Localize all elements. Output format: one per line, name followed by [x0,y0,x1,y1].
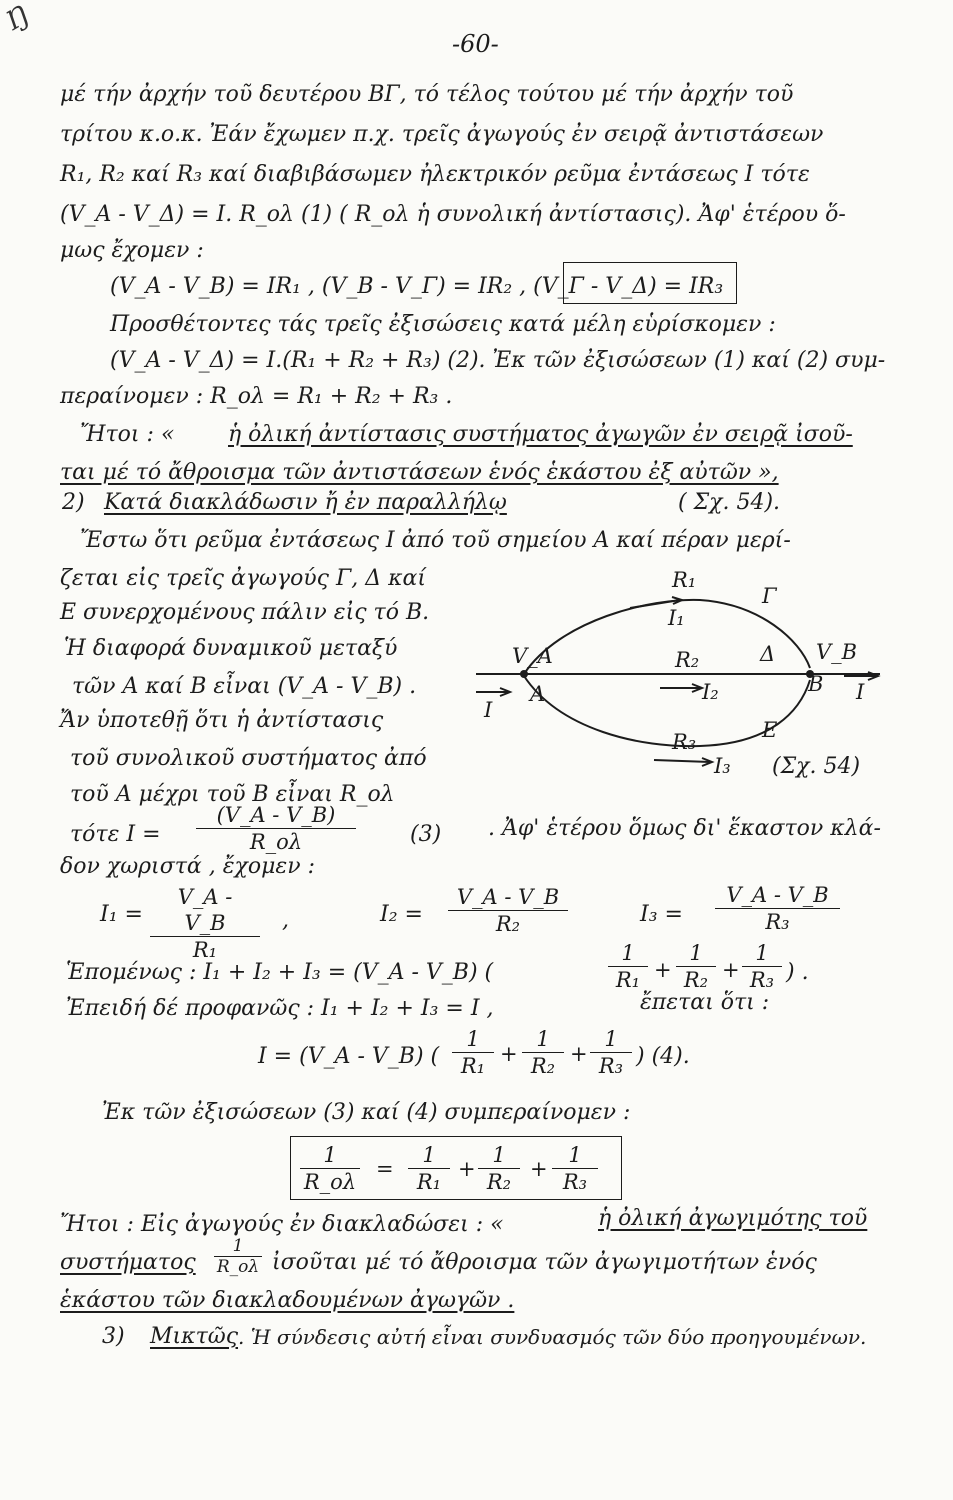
text-line-16: Ἡ διαφορά δυναμικοῦ μεταξύ [64,636,398,661]
label-node-b: B [808,672,824,696]
corner-mark: Ŋ [0,0,34,38]
label-i-in: I [484,698,493,722]
result-fraction-r2: $\frac{1}{\text{R₂}}$ [478,1142,520,1195]
label-node-a: A [530,682,546,706]
text-line-28-underlined: ἡ ὀλική ἀγωγιμότης τοῦ [598,1206,868,1231]
text-line-1: μέ τήν ἀρχήν τοῦ δευτέρου ΒΓ, τό τέλος τούτου μέ τήν ἀρχήν τοῦ [60,82,794,107]
label-delta: Δ [760,642,776,666]
plus-sign: + [654,958,672,982]
fraction-i2-denominator: R₂ [495,912,521,936]
section-title-parallel: Κατά διακλάδωσιν ἤ ἐν παραλλήλῳ [104,490,507,515]
text-line-15: Ε συνερχομένους πάλιν εἰς τό B. [60,600,430,625]
text-line-22: δον χωριστά , ἔχομεν : [60,854,315,879]
fraction-eq4-r2: $\frac{1}{\text{R₂}}$ [522,1026,564,1079]
figure-caption: (Σχ. 54) [772,754,861,779]
text-line-20: τοῦ A μέχρι τοῦ B εἶναι R_ολ [70,782,395,807]
text-line-13: Ἔστω ὅτι ρεῦμα ἐντάσεως I ἀπό τοῦ σημείου A καί πέραν μερί- [80,528,791,553]
fraction-i3-denominator: R₃ [765,910,790,934]
text-line-25-prefix: Ἐπειδή δέ προφανῶς : I₁ + I₂ + I₃ = I , [66,996,494,1021]
node-a [520,670,528,678]
label-i3: I₃ [714,754,731,778]
equation-4-suffix: ) (4). [636,1044,690,1069]
text-line-24-prefix: Ἑπομένως : I₁ + I₂ + I₃ = (V_A - V_B) ( [66,960,494,985]
plus-sign: + [530,1157,548,1181]
text-line-10a: Ἤτοι : « [80,422,175,447]
label-i-out: I [856,680,865,704]
equation-4-prefix: I = (V_A - V_B) ( [258,1044,440,1069]
text-line-29-suffix: ἰσοῦται μέ τό ἄθροισμα τῶν ἀγωγιμοτήτων ἑνός [272,1250,817,1275]
label-r2: R₂ [675,648,700,672]
section-title-mixed: Μικτῶς [150,1324,239,1349]
label-epsilon: Ε [762,718,778,742]
result-fraction-rol: $\frac{1}{R\_o\lambda}$ [300,1142,360,1195]
fraction-eq3-denominator: R_ολ [249,830,303,854]
conductance-fraction: $\frac{1}{R\_o\lambda}$ [214,1236,262,1277]
label-i2: I₂ [702,680,719,704]
fraction-eq3-numerator: (V_A - V_B) [196,802,356,829]
text-line-29-prefix: συστήματος [60,1250,196,1275]
text-line-10b: ἡ ὀλική ἀντίστασις συστήματος ἀγωγῶν ἐν σειρᾷ ἰσοῦ- [228,422,853,447]
text-line-7: Προσθέτοντες τάς τρεῖς ἐξισώσεις κατά μέλη εὑρίσκομεν : [110,312,776,337]
fraction-eq4-r3: $\frac{1}{\text{R₃}}$ [590,1026,632,1079]
text-line-11: ται μέ τό ἄθροισμα τῶν ἀντιστάσεων ἑνός ἑκάστου ἐξ αὐτῶν », [60,460,779,485]
label-va: V_A [512,644,553,668]
equation-line-6: (V_A - V_B) = IR₁ , (V_B - V_Γ) = IR₂ , (V_Γ - V_Δ) = IR₃ [110,274,724,299]
section-number-2: 2) [62,490,85,515]
text-line-14: ζεται εἰς τρεῖς ἀγωγούς Γ, Δ καί [60,566,427,591]
current-i2-label: I₂ = [380,902,423,927]
plus-sign: + [722,958,740,982]
text-line-3: R₁, R₂ καί R₃ καί διαβιβάσωμεν ἠλεκτρικόν ρεῦμα ἐντάσεως I τότε [60,162,810,187]
text-line-24-suffix: ) . [786,960,809,985]
plus-sign: + [570,1042,588,1066]
equation-number-3: (3) [410,822,442,847]
current-i3-label: I₃ = [640,902,683,927]
text-line-19: τοῦ συνολικοῦ συστήματος ἀπό [70,746,427,771]
result-fraction-r1: $\frac{1}{\text{R₁}}$ [408,1142,450,1195]
text-line-17: τῶν A καί B εἶναι (V_A - V_B) . [72,674,417,699]
figure-reference: ( Σχ. 54). [678,490,781,515]
plus-sign: + [500,1042,518,1066]
result-equals: = [376,1157,394,1181]
fraction-i2-numerator: V_A - V_B [448,884,568,911]
text-line-8: (V_A - V_Δ) = I.(R₁ + R₂ + R₃) (2). Ἐκ τῶν ἐξισώσεων (1) καί (2) συμ- [110,348,886,373]
text-line-5: μως ἔχομεν : [60,238,204,263]
result-fraction-r3: $\frac{1}{\text{R₃}}$ [552,1142,598,1195]
text-line-9: περαίνομεν : R_ολ = R₁ + R₂ + R₃ . [60,384,453,409]
current-i1-label: I₁ = [100,902,143,927]
text-line-18: Ἄν ὑποτεθῇ ὅτι ἡ ἀντίστασις [60,708,384,733]
page-number: -60- [452,30,499,58]
fraction-24-r2: $\frac{1}{\text{R₂}}$ [676,940,716,993]
fraction-24-r1: $\frac{1}{\text{R₁}}$ [608,940,648,993]
fraction-i1-denominator: R₁ [192,938,218,962]
fraction-i3-numerator: V_A - V_B [715,882,840,909]
fraction-i1-numerator: V_A - V_B [150,884,260,937]
text-line-21-suffix: . Ἀφ' ἑτέρου ὅμως δι' ἕκαστον κλά- [488,816,881,841]
text-line-28-prefix: Ἤτοι : Εἰς ἀγωγούς ἐν διακλαδώσει : « [60,1212,504,1237]
text-line-21-prefix: τότε I = [70,822,161,847]
fraction-24-r3: $\frac{1}{\text{R₃}}$ [742,940,782,993]
text-line-27: Ἐκ τῶν ἐξισώσεων (3) καί (4) συμπεραίνομεν : [102,1100,631,1125]
label-i1: I₁ [668,606,685,630]
label-vb: V_B [816,640,858,664]
text-line-25-suffix: ἔπεται ὅτι : [640,990,770,1015]
text-line-2: τρίτου κ.ο.κ. Ἐάν ἔχωμεν π.χ. τρεῖς ἀγωγούς ἐν σειρᾷ ἀντιστάσεων [60,122,824,147]
text-line-30: ἑκάστου τῶν διακλαδουμένων ἀγωγῶν . [60,1288,515,1313]
i3-arrow [654,760,710,762]
text-line-4: (V_A - V_Δ) = I. R_ολ (1) ( R_ολ ἡ συνολική ἀντίστασις). Ἀφ' ἑτέρου ὅ- [60,202,846,227]
plus-sign: + [458,1157,476,1181]
text-line-31: . Ἡ σύνδεσις αὐτή εἶναι συνδυασμός τῶν δύο προηγουμένων. [238,1325,867,1349]
label-r3: R₃ [672,730,697,754]
fraction-eq4-r1: $\frac{1}{\text{R₁}}$ [452,1026,494,1079]
separator-comma: , [282,908,289,933]
label-gamma: Γ [762,584,777,608]
section-number-3: 3) [102,1324,125,1349]
label-r1: R₁ [672,568,697,592]
